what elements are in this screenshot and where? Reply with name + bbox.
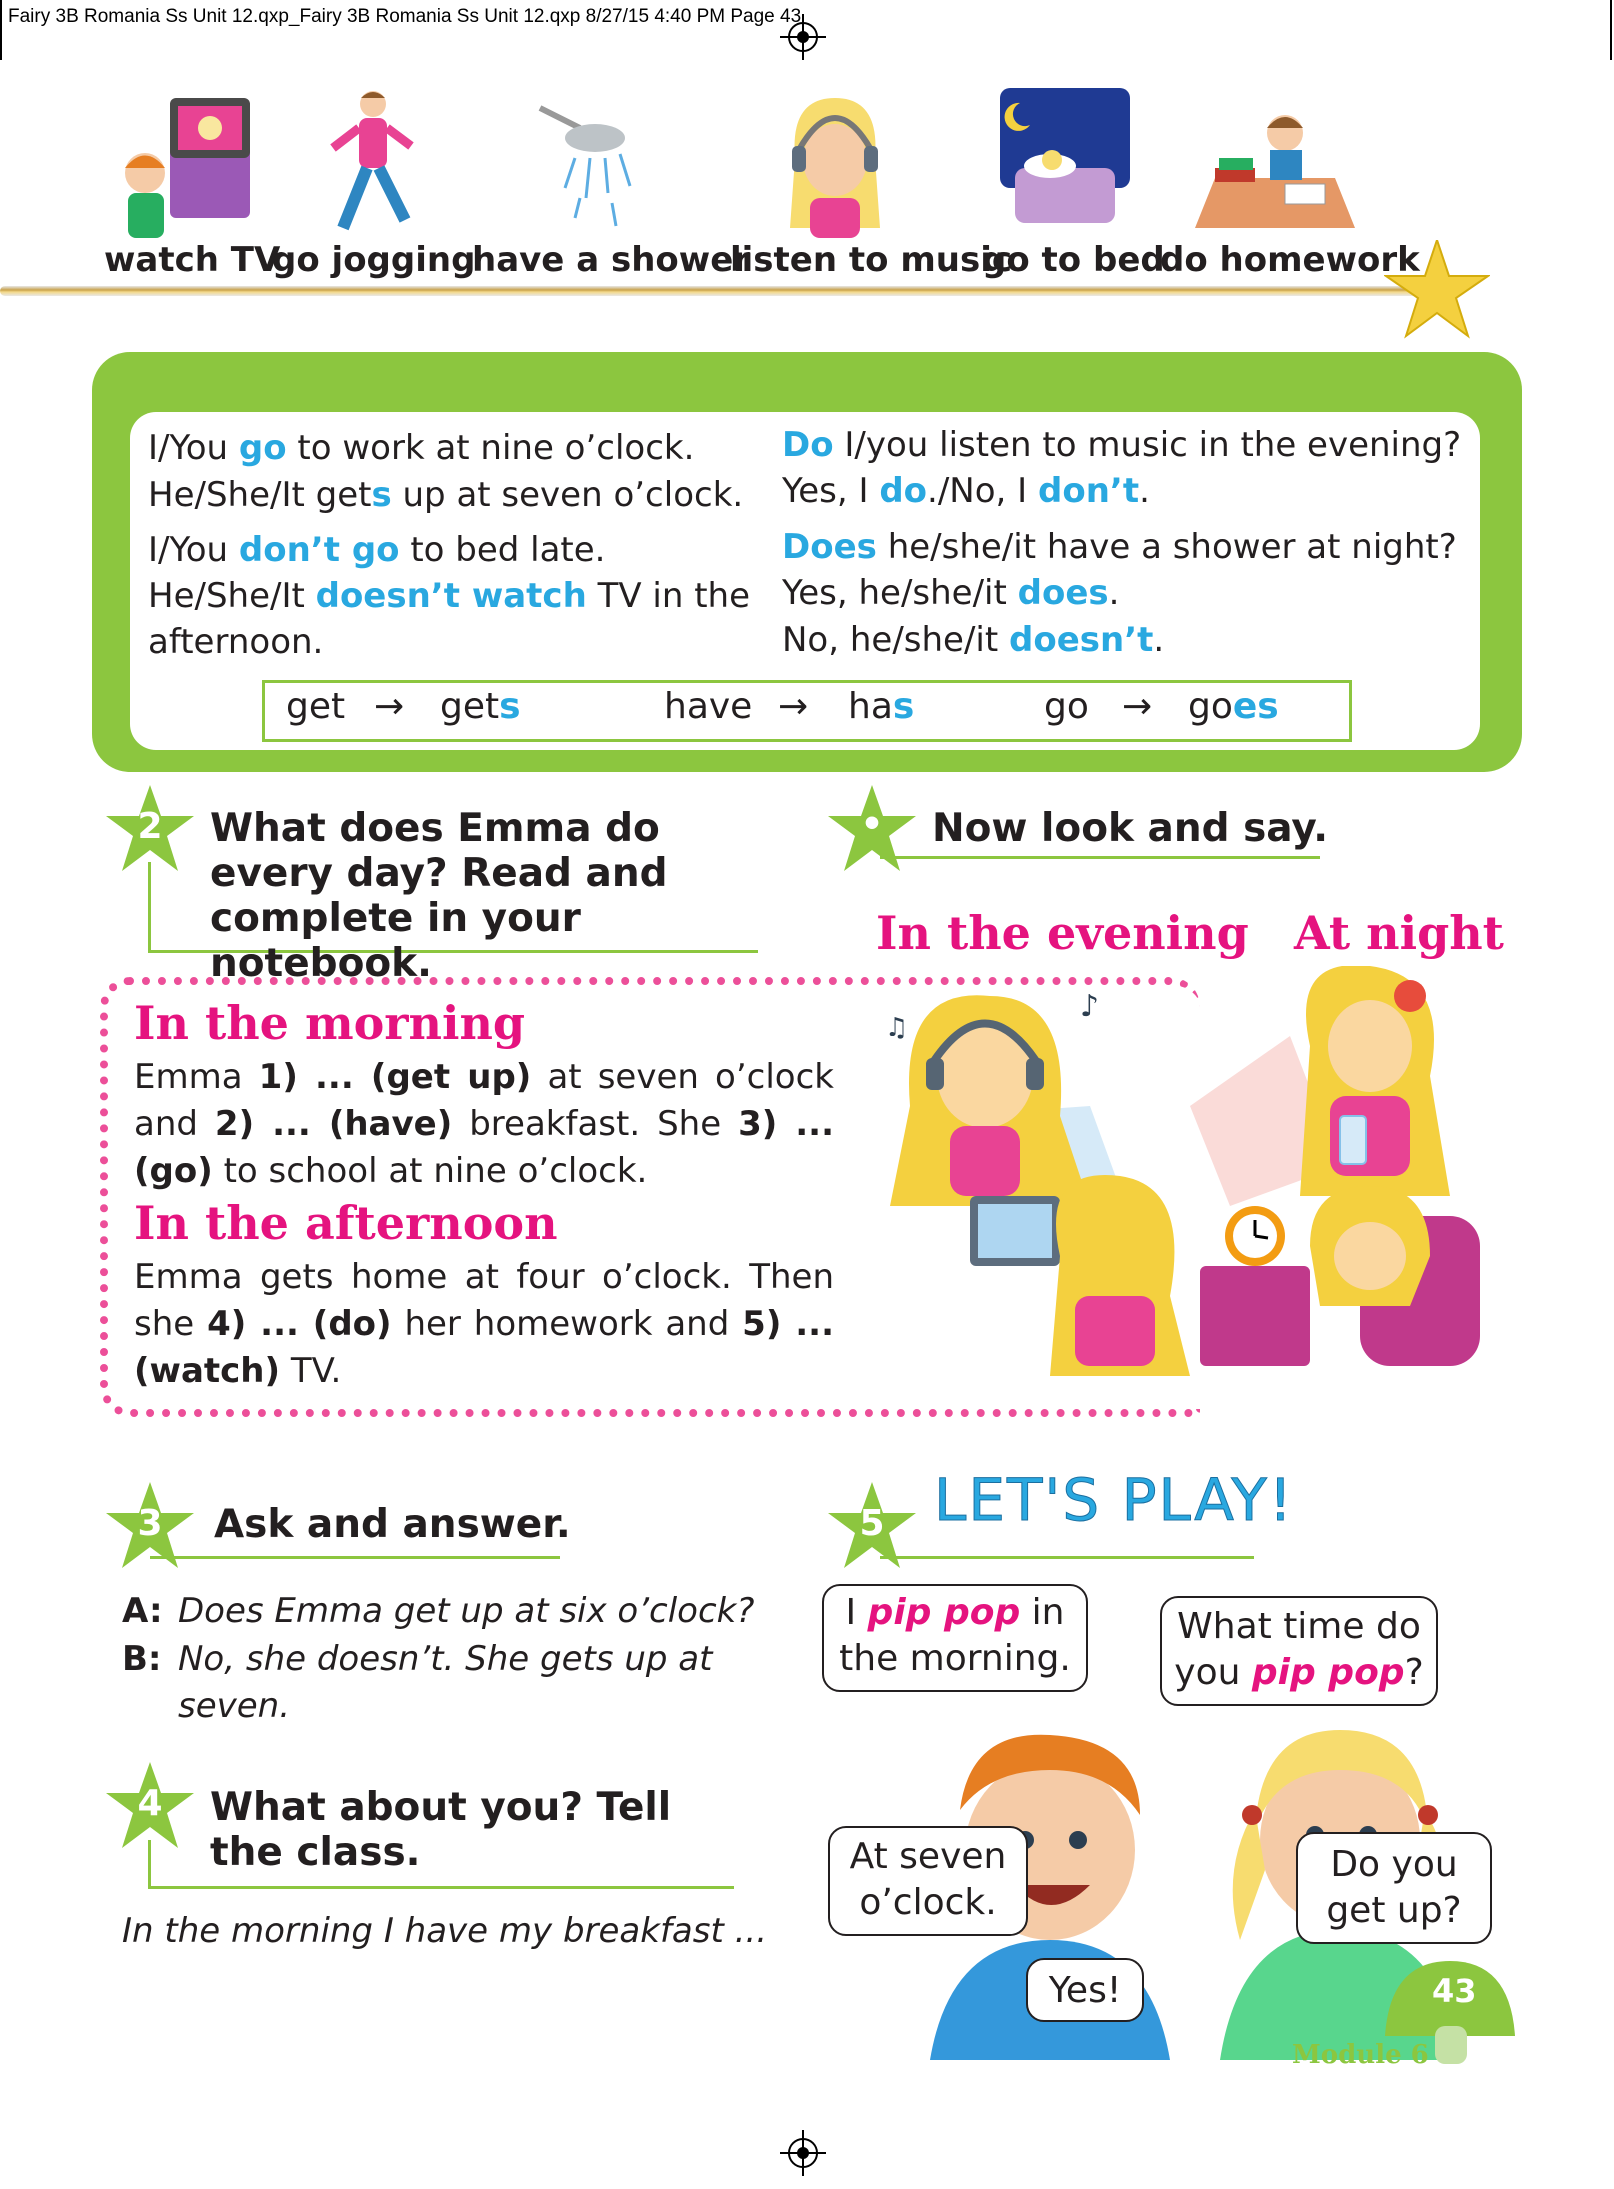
verb-arrow-go: →	[1122, 686, 1153, 727]
module-label: Module 6	[1292, 2040, 1429, 2070]
tv-icon	[110, 88, 260, 238]
bubble-3-line-1: At seven	[849, 1836, 1007, 1877]
grammar-left-line-5: afternoon.	[148, 622, 324, 662]
bubble-1-line-1: I pip pop in	[845, 1592, 1065, 1633]
heading-in-the-afternoon: In the afternoon	[134, 1196, 558, 1250]
exercise-4-example: In the morning I have my breakfast ...	[122, 1911, 768, 1951]
verb-arrow-have: →	[778, 686, 809, 727]
grammar-left-line-1: I/You go to work at nine o’clock.	[148, 428, 695, 468]
bubble-4-line-2: get up?	[1326, 1890, 1462, 1931]
heading-at-night: At night	[1294, 906, 1504, 960]
exercise-5-rule	[880, 1556, 1254, 1559]
verb-form-gets: gets	[440, 686, 521, 727]
grammar-right-line-2: Yes, I do./No, I don’t.	[782, 471, 1150, 511]
speech-bubble-pip-pop-morning	[822, 1584, 1088, 1692]
print-slug: Fairy 3B Romania Ss Unit 12.qxp_Fairy 3B Romania Ss Unit 12.qxp 8/27/15 4:40 PM Page 43	[8, 6, 802, 27]
speech-bubble-do-you-get-up	[1296, 1832, 1492, 1944]
grammar-left-line-4: He/She/It doesn’t watch TV in the	[148, 576, 751, 616]
bubble-2-line-1: What time do	[1177, 1606, 1421, 1647]
vocab-label-have-a-shower: have a shower	[472, 240, 751, 280]
headphones-icon	[770, 88, 900, 238]
svg-text:♪: ♪	[1080, 989, 1100, 1024]
exercise-look-say-rule	[880, 856, 1320, 859]
verb-base-go: go	[1044, 686, 1089, 727]
exercise-2-number: 2	[137, 806, 163, 847]
exercise-4-title: What about you? Tell the class.	[210, 1785, 672, 1875]
vocab-divider	[0, 286, 1440, 296]
vocab-label-do-homework: do homework	[1160, 240, 1420, 280]
heading-in-the-morning: In the morning	[134, 996, 526, 1050]
exercise-3-title: Ask and answer.	[214, 1502, 571, 1547]
registration-mark-bottom-icon	[780, 2130, 826, 2176]
dialog-b-text-2: seven.	[178, 1686, 291, 1726]
bubble-2-line-2: you pip pop?	[1174, 1652, 1424, 1693]
exercise-5-number: 5	[859, 1503, 885, 1544]
vocab-label-watch-tv: watch TV	[104, 240, 281, 280]
dialog-a-text: Does Emma get up at six o’clock?	[178, 1591, 755, 1631]
exercise-look-say-title: Now look and say.	[932, 806, 1329, 851]
exercise-2-title: What does Emma do every day? Read and complete in your notebook.	[210, 806, 668, 986]
crop-mark-right	[1610, 0, 1612, 60]
registration-mark-top-icon	[780, 14, 826, 60]
bubble-3-line-2: o’clock.	[859, 1882, 997, 1923]
speech-bubble-at-seven	[828, 1826, 1028, 1936]
grammar-right-line-3: Does he/she/it have a shower at night?	[782, 527, 1457, 567]
dialog-b-label: B:	[122, 1639, 162, 1679]
grammar-right-line-4: Yes, he/she/it does.	[782, 573, 1120, 613]
exercise-2-rule-vertical	[148, 862, 151, 950]
grammar-left-line-2: He/She/It gets up at seven o’clock.	[148, 475, 744, 515]
star-icon	[1384, 240, 1490, 340]
afternoon-paragraph: Emma gets home at four o’clock. Then she 4) ... (do) her homework and 5) ... (watch) TV.	[134, 1257, 834, 1391]
verb-form-has: has	[848, 686, 915, 727]
grammar-right-line-1: Do I/you listen to music in the evening?	[782, 425, 1462, 465]
dialog-a-label: A:	[122, 1591, 163, 1631]
speech-bubble-what-time	[1160, 1596, 1438, 1706]
page-number: 43	[1432, 1972, 1477, 2010]
emma-evening-night-illustration	[870, 966, 1490, 1386]
shower-icon	[520, 88, 650, 238]
exercise-4-rule-horizontal	[148, 1886, 734, 1889]
homework-icon	[1185, 88, 1365, 238]
grammar-right-line-5: No, he/she/it doesn’t.	[782, 620, 1165, 660]
exercise-look-say-number: •	[860, 804, 884, 845]
dialog-b-text-1: No, she doesn’t. She gets up at	[178, 1639, 713, 1679]
vocab-label-listen-to-music: listen to music	[730, 240, 1013, 280]
vocab-label-go-to-bed: go to bed	[982, 240, 1165, 280]
lets-play-logo: LET'S PLAY!	[934, 1466, 1295, 1534]
svg-text:♫: ♫	[885, 1013, 909, 1043]
bubble-1-line-2: the morning.	[839, 1638, 1071, 1679]
exercise-4-rule-vertical	[148, 1840, 151, 1886]
speech-bubble-yes: Yes!	[1026, 1958, 1144, 2022]
exercise-3-number: 3	[137, 1503, 163, 1544]
exercise-3-rule	[150, 1556, 560, 1559]
exercise-4-number: 4	[137, 1783, 163, 1824]
grammar-left-line-3: I/You don’t go to bed late.	[148, 530, 606, 570]
jogger-icon	[315, 88, 425, 238]
verb-base-get: get	[286, 686, 346, 727]
verb-base-have: have	[664, 686, 753, 727]
bubble-4-line-1: Do you	[1330, 1844, 1458, 1885]
heading-in-the-evening: In the evening	[876, 906, 1249, 960]
morning-paragraph: Emma 1) ... (get up) at seven o’clock and 2) ... (have) breakfast. She 3) ... (go) to school at nine o’clock.	[134, 1057, 835, 1191]
bed-icon	[1000, 88, 1130, 238]
verb-arrow-get: →	[374, 686, 405, 727]
crop-mark-left	[0, 0, 2, 60]
verb-form-goes: goes	[1188, 686, 1279, 727]
vocab-label-go-jogging: go jogging	[272, 240, 476, 280]
